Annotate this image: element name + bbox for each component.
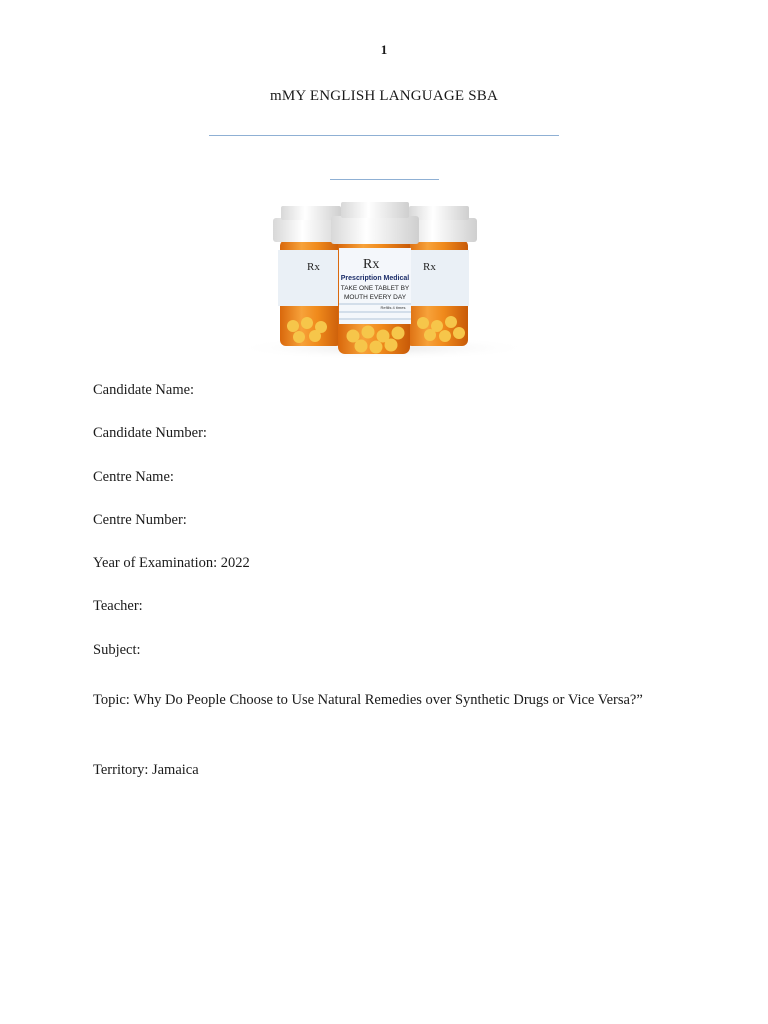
topic-text: Topic: Why Do People Choose to Use Natural Remedies over Synthetic Drugs or Vice Versa?” bbox=[93, 692, 643, 708]
pill-bottle-center bbox=[331, 202, 419, 354]
left-label-rx: Rx bbox=[307, 261, 320, 273]
label-instructions-1: TAKE ONE TABLET BY bbox=[340, 285, 410, 292]
page-number: 1 bbox=[380, 42, 388, 57]
teacher-label: Teacher: bbox=[93, 598, 143, 614]
document-title: mMY ENGLISH LANGUAGE SBA bbox=[270, 88, 498, 104]
candidate-name-label: Candidate Name: bbox=[93, 382, 195, 398]
candidate-number-label: Candidate Number: bbox=[93, 425, 207, 441]
label-instructions-2: MOUTH EVERY DAY bbox=[343, 294, 407, 301]
label-rx: Rx bbox=[363, 257, 380, 272]
centre-name-label: Centre Name: bbox=[93, 469, 174, 485]
right-label-rx: Rx bbox=[423, 261, 436, 273]
centre-number-label: Centre Number: bbox=[93, 512, 187, 528]
year-of-examination: Year of Examination: 2022 bbox=[93, 555, 250, 571]
title-underline-long bbox=[209, 135, 559, 136]
label-refills: Refills 4 times bbox=[380, 305, 406, 310]
territory-text: Territory: Jamaica bbox=[93, 762, 199, 778]
subject-label: Subject: bbox=[93, 642, 141, 658]
label-brand: Prescription Medical bbox=[340, 275, 410, 282]
prescription-bottles-photo bbox=[223, 198, 545, 358]
title-underline-short bbox=[330, 179, 439, 180]
